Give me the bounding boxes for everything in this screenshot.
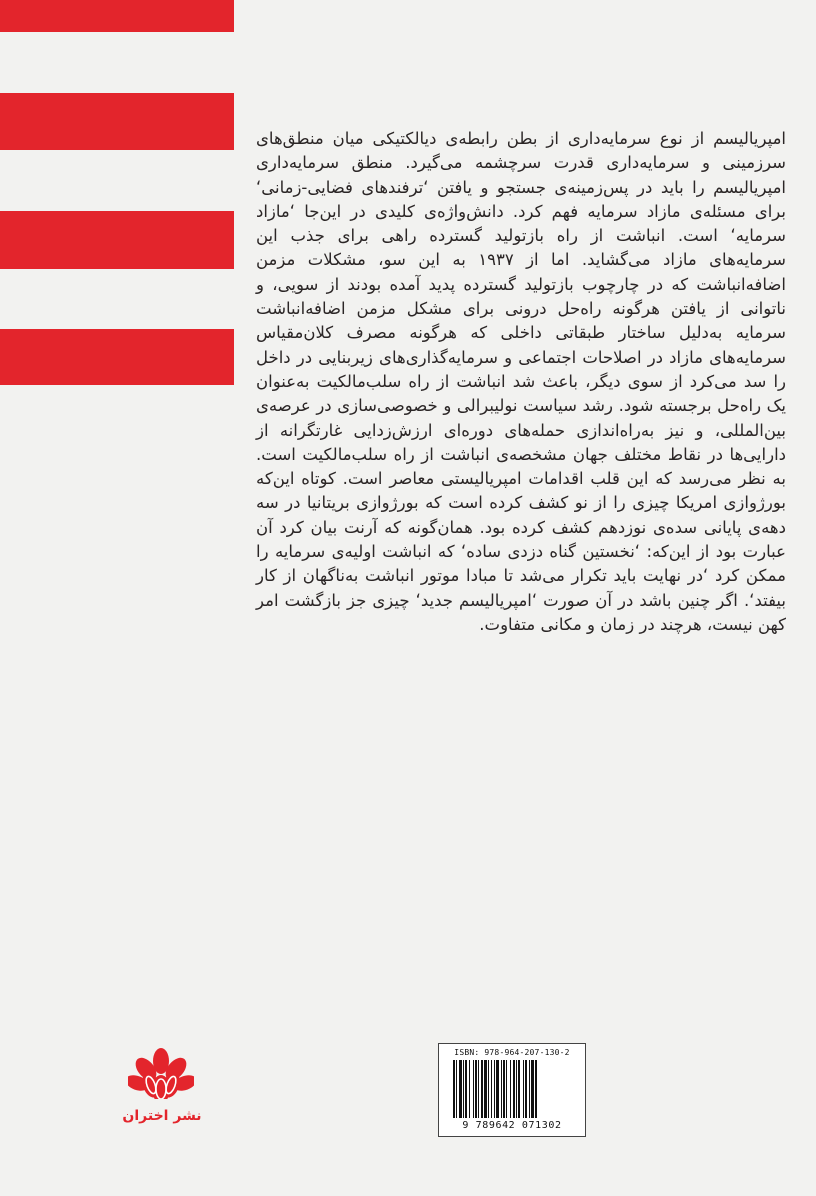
blurb-paragraph: امپریالیسم از نوع سرمایه‌داری از بطن رابطه‌ی دیالکتیکی میان منطق‌های سرزمینی و سرمایه‌داری قدرت سرچشمه می‌گیرد. منطق سرمایه‌داری امپریالیسم را باید در پس‌زمینه‌ی جستجو و یافتن ‘ترفندهای فضایی-زمانی‘ برای مسئله‌ی مازاد سرمایه فهم کرد. دانش‌واژه‌ی کلیدی در این‌جا ‘مازاد سرمایه‘ است. انباشت از راه بازتولید گسترده راهی برای جذب این سرمایه‌های مازاد می‌گشاید. اما از ۱۹۳۷ به این سو، مشکلات مزمن اضافه‌انباشت که در چارچوب بازتولید گسترده پدید آمده بودند از سویی، و ناتوانی از یافتن هرگونه راه‌حل درونی برای مشکل مزمن اضافه‌انباشت سرمایه به‌دلیل ساختار طبقاتی داخلی که هرگونه مصرف کلان‌مقیاس سرمایه‌های مازاد در اصلاحات اجتماعی و سرمایه‌گذاری‌های زیربنایی در داخل را سد می‌کرد از سوی دیگر، باعث شد انباشت از راه سلب‌مالکیت به‌عنوان یک راه‌حل برجسته شود. رشد سیاست نولیبرالی و خصوصی‌سازی در عرصه‌ی بین‌المللی، و نیز به‌راه‌اندازی حمله‌های دوره‌ای ارزش‌زدایی غارتگرانه از دارایی‌ها در نقاط مختلف جهان مشخصه‌ی انباشت از راه سلب‌مالکیت است. به نظر می‌رسد که این قلب اقدامات امپریالیستی معاصر است. کوتاه این‌که بورژوازی امریکا چیزی را از نو کشف کرده است که بورژوازی بریتانیا در سه دهه‌ی پایانی سده‌ی نوزدهم کشف کرده بود. همان‌گونه که آرنت بیان کرد آن عبارت بود از این‌که: ‘نخستین گناه دزدی ساده‘ که انباشت اولیه‌ی سرمایه را ممکن کرد ‘در نهایت باید تکرار می‌شد تا مبادا موتور انباشت به‌ناگهان از کار بیفتد‘. اگر چنین باشد در آن صورت ‘امپریالیسم جدید‘ چیزی جز بازگشت امر کهن نیست، هرچند در زمان و مکانی متفاوت.	[256, 129, 787, 634]
red-stripe	[0, 211, 234, 269]
barcode-label	[438, 1043, 586, 1137]
back-cover-blurb	[256, 127, 786, 637]
barcode-digits: 9 789642 071302	[462, 1120, 562, 1131]
red-stripe	[0, 0, 234, 32]
barcode-icon	[451, 1060, 575, 1118]
flower-logo-icon	[128, 1047, 194, 1105]
red-stripe	[0, 329, 234, 385]
publisher-name: نشر اختران	[122, 1108, 202, 1124]
isbn-text: ISBN: 978-964-207-130-2	[454, 1048, 570, 1057]
red-stripe	[0, 93, 234, 150]
